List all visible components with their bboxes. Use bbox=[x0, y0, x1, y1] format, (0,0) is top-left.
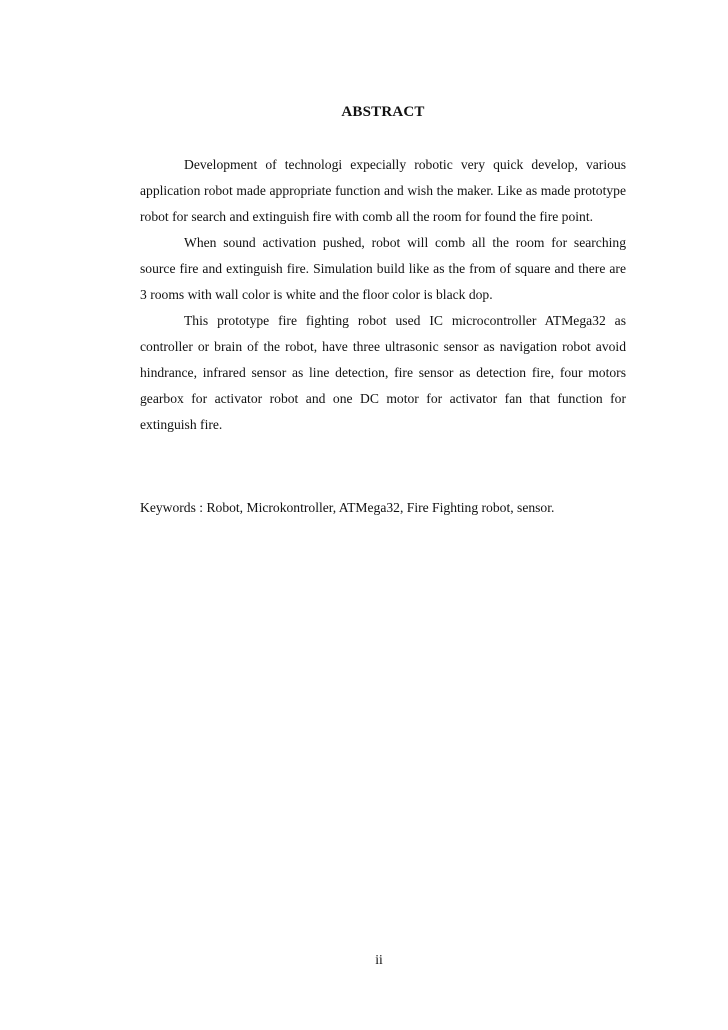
abstract-paragraph-1: Development of technologi expecially robotic very quick develop, various application robot made appropriate function and wish the maker. Like as made prototype robot for search and extinguish fire with comb all the room for found the fire point. bbox=[140, 157, 626, 224]
abstract-paragraph-2: When sound activation pushed, robot will comb all the room for searching source fire and extinguish fire. Simulation build like as the from of square and there are 3 rooms with wall color is white and the floor color is black dop. bbox=[140, 235, 626, 302]
abstract-title: ABSTRACT bbox=[341, 104, 425, 120]
abstract-body bbox=[140, 152, 626, 438]
abstract-paragraph-3: This prototype fire fighting robot used IC microcontroller ATMega32 as controller or brain of the robot, have three ultrasonic sensor as navigation robot avoid hindrance, infrared sensor as line detection, fire sensor as detection fire, four motors gearbox for activator robot and one DC motor for activator fan that function for extinguish fire. bbox=[140, 313, 626, 432]
keywords-line: Keywords : Robot, Microkontroller, ATMega32, Fire Fighting robot, sensor. bbox=[140, 500, 555, 515]
page-number: ii bbox=[375, 952, 383, 967]
